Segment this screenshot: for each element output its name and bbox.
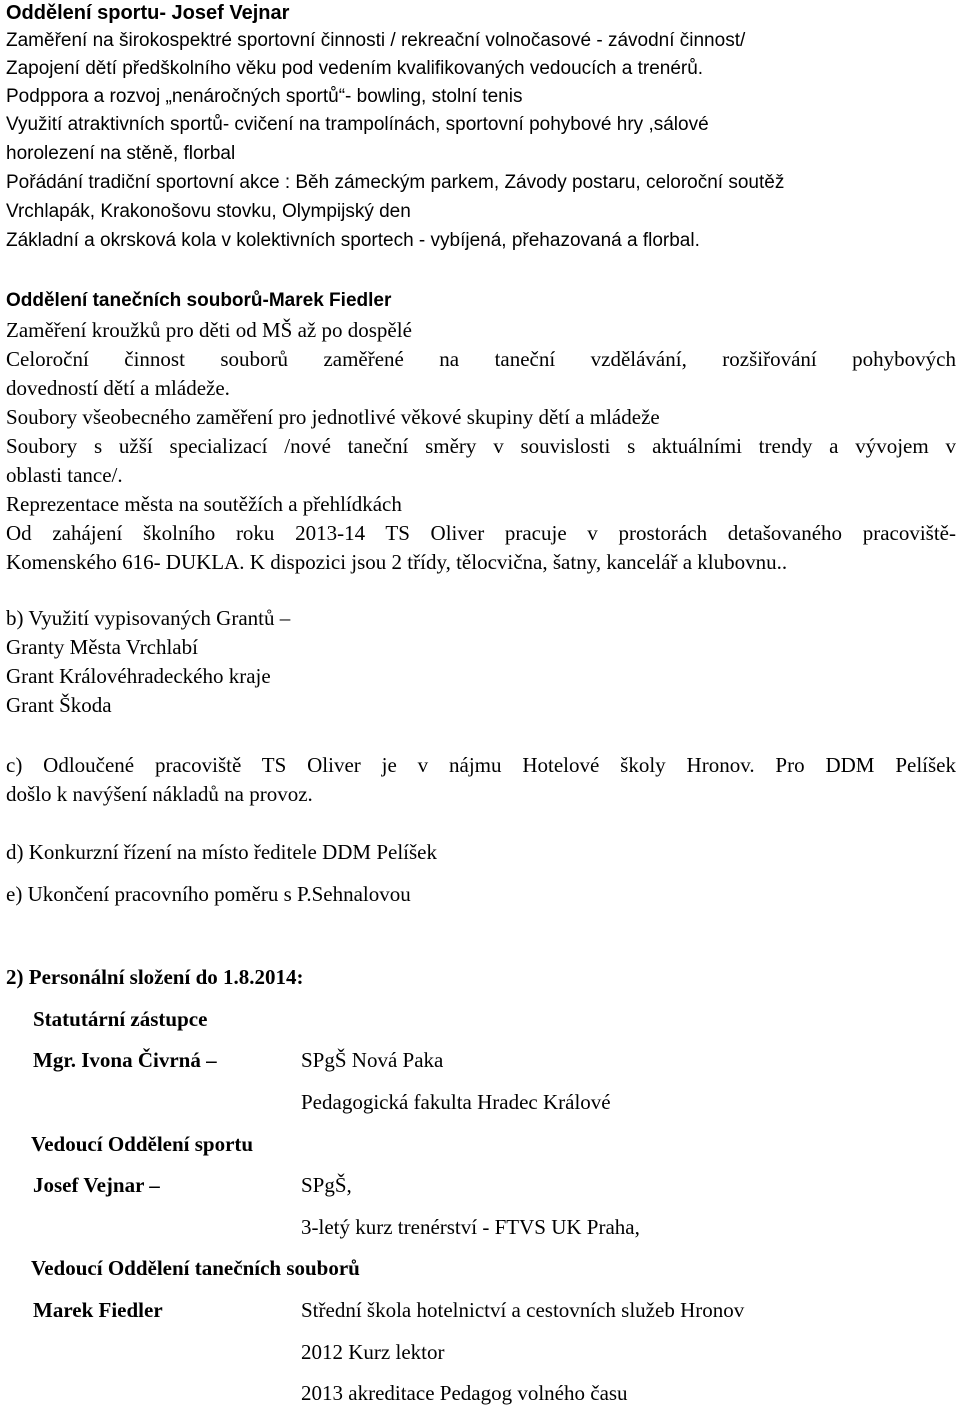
grants-heading: b) Využití vypisovaných Grantů – bbox=[6, 606, 291, 630]
dance-line: Celoroční činnost souborů zaměřené na taneční vzdělávání, rozšiřování pohybových bbox=[6, 347, 956, 371]
statutory-title: Statutární zástupce bbox=[33, 1007, 208, 1031]
item-e bbox=[6, 880, 956, 909]
grant-item: Grant Královéhradeckého kraje bbox=[6, 664, 271, 688]
sport-line: Podppora a rozvoj „nenáročných sportů“- bowling, stolní tenis bbox=[6, 86, 523, 107]
sport-line: Vrchlapák, Krakonošovu stovku, Olympijský den bbox=[6, 201, 411, 222]
sport-line: Využití atraktivních sportů- cvičení na trampolínách, sportovní pohybové hry ,sálové bbox=[6, 114, 709, 135]
item-d bbox=[6, 838, 956, 867]
sport-line: horolezení na stěně, florbal bbox=[6, 143, 236, 164]
sport-head-edu: SPgŠ, bbox=[301, 1173, 352, 1197]
dance-line: Od zahájení školního roku 2013-14 TS Oliver pracuje v prostorách detašovaného pracoviště- bbox=[6, 521, 956, 545]
sport-head-edu: 3-letý kurz trenérství - FTVS UK Praha, bbox=[301, 1215, 640, 1239]
sport-line: Zaměření na širokospektré sportovní činnosti / rekreační volnočasové - závodní činnost/ bbox=[6, 30, 746, 51]
dance-head-edu: Střední škola hotelnictví a cestovních služeb Hronov bbox=[301, 1298, 745, 1322]
dance-head-edu: 2012 Kurz lektor bbox=[301, 1340, 445, 1364]
personnel-heading: 2) Personální složení do 1.8.2014: bbox=[6, 965, 304, 989]
statutory-edu: Pedagogická fakulta Hradec Králové bbox=[301, 1090, 611, 1114]
dance-head-title: Vedoucí Oddělení tanečních souborů bbox=[31, 1256, 360, 1280]
grant-item: Granty Města Vrchlabí bbox=[6, 635, 198, 659]
sport-line: Pořádání tradiční sportovní akce : Běh zámeckým parkem, Závody postaru, celoroční soutěž bbox=[6, 172, 785, 193]
sport-section bbox=[6, 0, 956, 255]
dance-section bbox=[6, 286, 956, 577]
sport-head-title: Vedoucí Oddělení sportu bbox=[31, 1132, 254, 1156]
statutory-edu: SPgŠ Nová Paka bbox=[301, 1048, 444, 1072]
sport-heading: Oddělení sportu- Josef Vejnar bbox=[6, 2, 290, 24]
grants-section bbox=[6, 604, 956, 720]
item-c bbox=[6, 751, 956, 809]
sport-line: Zapojení dětí předškolního věku pod vedením kvalifikovaných vedoucích a trenérů. bbox=[6, 58, 704, 79]
item-e-line: e) Ukončení pracovního poměru s P.Sehnalovou bbox=[6, 882, 411, 906]
dance-head-name: Marek Fiedler bbox=[33, 1298, 163, 1322]
dance-line: dovedností dětí a mládeže. bbox=[6, 376, 230, 400]
statutory-name: Mgr. Ivona Čivrná – bbox=[33, 1048, 217, 1072]
dance-line: Zaměření kroužků pro děti od MŠ až po dospělé bbox=[6, 318, 412, 342]
sport-line: Základní a okrsková kola v kolektivních sportech - vybíjená, přehazovaná a florbal. bbox=[6, 230, 700, 251]
item-d-line: d) Konkurzní řízení na místo ředitele DDM Pelíšek bbox=[6, 840, 437, 864]
dance-line: Soubory s užší specializací /nové taneční směry v souvislosti s aktuálními trendy a vývojem v bbox=[6, 434, 956, 458]
dance-line: Soubory všeobecného zaměření pro jednotlivé věkové skupiny dětí a mládeže bbox=[6, 405, 660, 429]
dance-heading: Oddělení tanečních souborů-Marek Fiedler bbox=[6, 290, 392, 311]
dance-head-edu: 2013 akreditace Pedagog volného času bbox=[301, 1381, 628, 1405]
sport-head-name: Josef Vejnar – bbox=[33, 1173, 160, 1197]
item-c-line: c) Odloučené pracoviště TS Oliver je v nájmu Hotelové školy Hronov. Pro DDM Pelíšek bbox=[6, 753, 956, 777]
dance-line: Reprezentace města na soutěžích a přehlídkách bbox=[6, 492, 402, 516]
dance-line: Komenského 616- DUKLA. K dispozici jsou 2 třídy, tělocvična, šatny, kancelář a klubovnu.. bbox=[6, 550, 788, 574]
dance-line: oblasti tance/. bbox=[6, 463, 123, 487]
grant-item: Grant Škoda bbox=[6, 693, 112, 717]
item-c-line: došlo k navýšení nákladů na provoz. bbox=[6, 782, 313, 806]
